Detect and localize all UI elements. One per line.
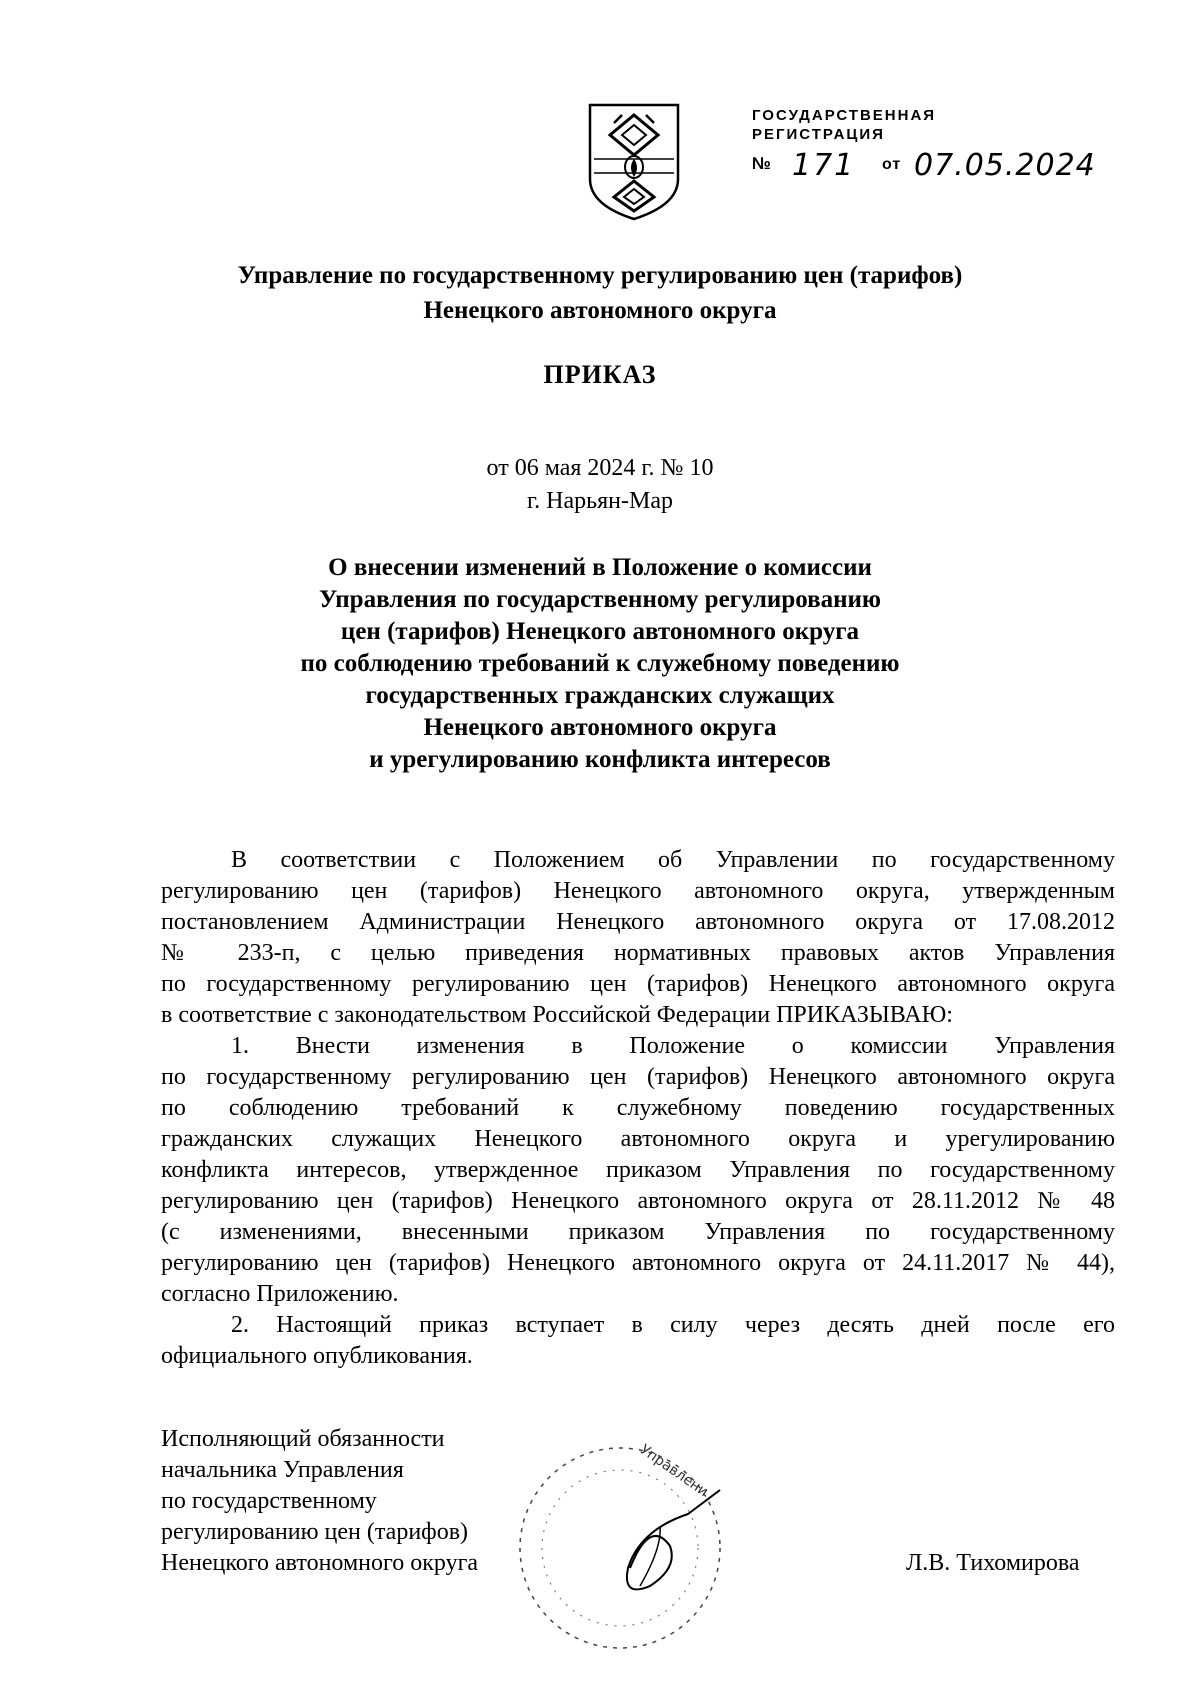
registration-block: [752, 106, 1096, 192]
body-line: постановлением Администрации Ненецкого автономного округа от 17.08.2012: [161, 909, 1115, 935]
official-stamp: [510, 1418, 730, 1688]
body-line: согласно Приложению.: [161, 1281, 399, 1307]
order-subject: [0, 552, 1200, 776]
body-line: по государственному регулированию цен (тарифов) Ненецкого автономного округа: [161, 971, 1115, 997]
body-line: конфликта интересов, утвержденное приказом Управления по государственному: [161, 1157, 1115, 1183]
subject-line: государственных гражданских служащих: [365, 682, 835, 709]
subject-line: по соблюдению требований к служебному поведению: [300, 650, 900, 677]
body-line: регулированию цен (тарифов) Ненецкого автономного округа от 28.11.2012 № 48: [161, 1188, 1115, 1214]
authority-line-1: Управление по государственному регулированию цен (тарифов): [237, 262, 963, 289]
registration-number: 171: [792, 148, 856, 183]
order-body: [161, 845, 1115, 1372]
body-line: по соблюдению требований к служебному поведению государственных: [161, 1095, 1115, 1121]
coat-of-arms-icon: [584, 101, 684, 223]
registration-label-1: ГОСУДАРСТВЕННАЯ: [752, 107, 937, 124]
body-line: № 233-п, с целью приведения нормативных правовых актов Управления: [161, 940, 1115, 966]
subject-line: О внесении изменений в Положение о комиссии: [328, 554, 872, 581]
signer-position-line: начальника Управления: [161, 1457, 404, 1483]
registration-label-2: РЕГИСТРАЦИЯ: [752, 126, 885, 143]
number-sign: №: [752, 154, 771, 173]
order-title: ПРИКАЗ: [543, 360, 657, 389]
body-line: В соответствии с Положением об Управлении по государственному: [231, 847, 1115, 873]
body-line: по государственному регулированию цен (тарифов) Ненецкого автономного округа: [161, 1064, 1115, 1090]
authority-line-2: Ненецкого автономного округа: [423, 297, 777, 324]
signer-position-line: регулированию цен (тарифов): [161, 1519, 469, 1545]
subject-line: Ненецкого автономного округа: [423, 714, 777, 741]
signer-position-line: по государственному: [161, 1488, 377, 1514]
subject-line: и урегулированию конфликта интересов: [369, 746, 831, 773]
signer-position-line: Ненецкого автономного округа: [161, 1550, 479, 1576]
registration-date: 07.05.2024: [914, 148, 1096, 183]
body-line: 1. Внести изменения в Положение о комиссии Управления: [231, 1033, 1115, 1059]
signer-position-line: Исполняющий обязанности: [161, 1426, 445, 1452]
body-line: в соответствие с законодательством Российской Федерации ПРИКАЗЫВАЮ:: [161, 1002, 953, 1028]
date-prefix: от: [882, 156, 902, 173]
subject-line: Управления по государственному регулированию: [318, 586, 882, 613]
body-line: гражданских служащих Ненецкого автономного округа и урегулированию: [161, 1126, 1115, 1152]
body-line: официального опубликования.: [161, 1343, 473, 1369]
svg-text:Управлени: Управлени: [636, 1441, 711, 1501]
body-line: (с изменениями, внесенными приказом Управления по государственному: [161, 1219, 1115, 1245]
authority-header: [0, 258, 1200, 328]
order-date-number: от 06 мая 2024 г. № 10: [486, 455, 714, 481]
order-place: г. Нарьян-Мар: [527, 488, 673, 514]
body-line: 2. Настоящий приказ вступает в силу через десять дней после его: [231, 1312, 1115, 1338]
registration-number-row: [752, 148, 1096, 192]
order-meta: [0, 452, 1200, 518]
subject-line: цен (тарифов) Ненецкого автономного округа: [340, 618, 860, 645]
signer-position: [161, 1424, 478, 1579]
body-line: регулированию цен (тарифов) Ненецкого автономного округа от 24.11.2017 № 44),: [161, 1250, 1115, 1276]
signer-name: Л.В. Тихомирова: [906, 1550, 1080, 1576]
body-line: регулированию цен (тарифов) Ненецкого автономного округа, утвержденным: [161, 878, 1115, 904]
